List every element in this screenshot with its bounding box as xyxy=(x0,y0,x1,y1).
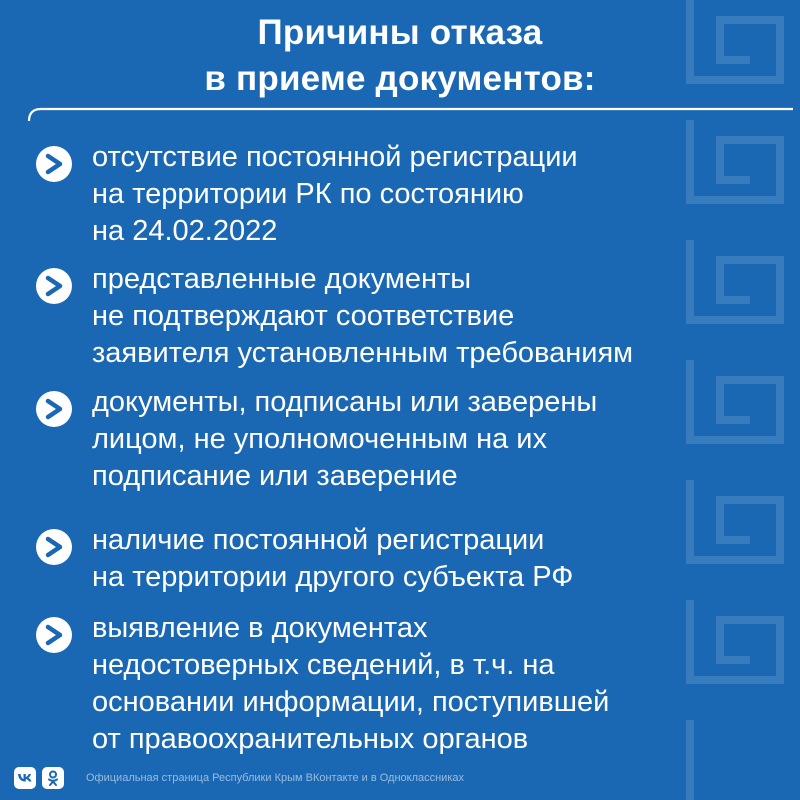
list-item-line: подписание или заверение xyxy=(92,460,458,492)
odnoklassniki-icon[interactable] xyxy=(42,767,64,789)
chevron-right-icon xyxy=(36,529,72,565)
list-item-text xyxy=(92,139,792,250)
list-item-text xyxy=(92,522,792,596)
list-item-line: на 24.02.2022 xyxy=(92,215,278,247)
list-item-line: отсутствие постоянной регистрации xyxy=(92,141,578,173)
footer-text: Официальная страница Республики Крым ВКонтакте и в Одноклассниках xyxy=(86,772,465,784)
list-item-line: на территории РК по состоянию xyxy=(92,178,524,210)
chevron-right-icon xyxy=(36,146,72,182)
chevron-right-icon xyxy=(36,391,72,427)
list-item-line: на территории другого субъекта РФ xyxy=(92,561,574,593)
list-item-text xyxy=(92,610,792,758)
list-item-line: не подтверждают соответствие xyxy=(92,300,515,332)
list-item-line: лицом, не уполномоченным на их xyxy=(92,423,547,455)
list-item-line: представленные документы xyxy=(92,263,472,295)
list-item-line: от правоохранительных органов xyxy=(92,723,529,755)
list-item-text xyxy=(92,384,792,495)
list-item-line: выявление в документах xyxy=(92,612,428,644)
title-line-2: в приеме документов: xyxy=(204,59,596,98)
list-item-line: заявителя установленным требованиям xyxy=(92,337,634,369)
chevron-right-icon xyxy=(36,268,72,304)
list-item-line: наличие постоянной регистрации xyxy=(92,524,545,556)
title-line-1: Причины отказа xyxy=(257,13,543,52)
list-item-line: основании информации, поступившей xyxy=(92,686,610,718)
vk-icon[interactable] xyxy=(14,767,36,789)
chevron-right-icon xyxy=(36,617,72,653)
list-item-line: недостоверных сведений, в т.ч. на xyxy=(92,649,555,681)
list-item-line: документы, подписаны или заверены xyxy=(92,386,598,418)
list-item-text xyxy=(92,261,792,372)
footer xyxy=(14,767,464,789)
